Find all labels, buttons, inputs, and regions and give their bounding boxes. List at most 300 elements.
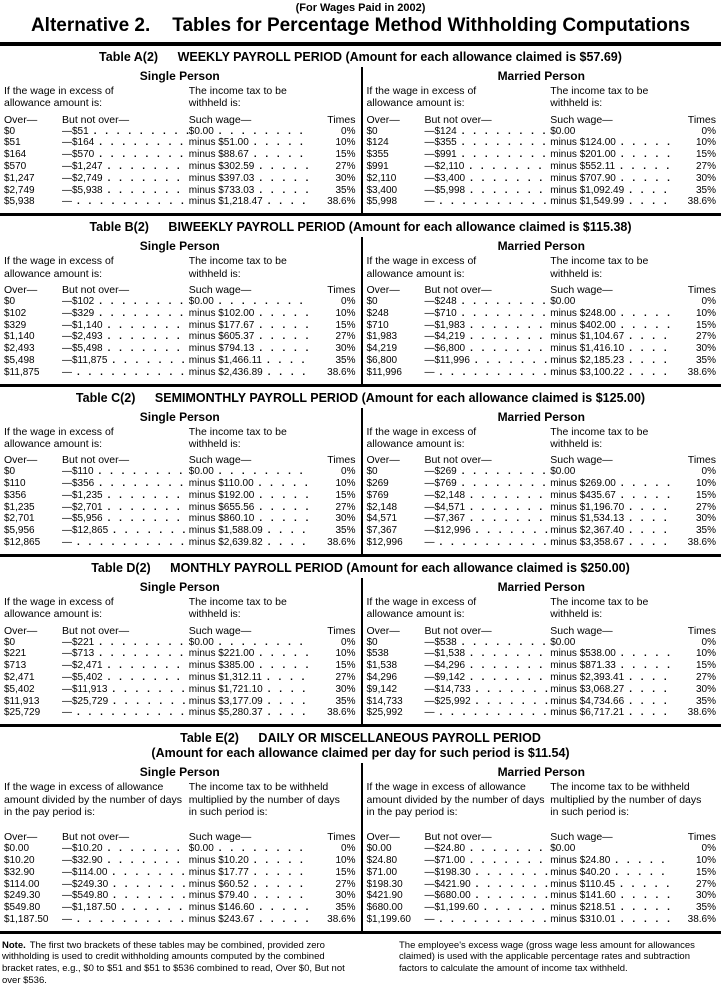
dot-leader	[621, 490, 670, 502]
times-value: 35%	[310, 355, 356, 367]
times-value: 35%	[670, 525, 716, 537]
dot-leader	[108, 343, 189, 355]
but-not-over-value: —$11,913 . .	[62, 684, 189, 696]
table-label: Table B(2)	[89, 220, 149, 234]
over-value: $0.00	[367, 843, 425, 855]
but-not-over-value: —$991 . .	[425, 149, 551, 161]
but-not-over-value: —$1,983 . .	[425, 320, 551, 332]
table-row	[367, 902, 717, 914]
table-rows	[367, 126, 717, 209]
over-value: $0	[4, 466, 62, 478]
tax-description: The income tax to be withheld is:	[550, 426, 678, 451]
but-not-over-value: —$110 . .	[62, 466, 189, 478]
table-row	[367, 173, 717, 185]
such-wage-value: minus $218.51 . .	[550, 902, 670, 914]
such-wage-value: minus $552.11 . .	[550, 161, 670, 173]
table-row	[367, 879, 717, 891]
col-but-not-over: But not over—	[62, 831, 189, 843]
dot-leader	[108, 502, 189, 514]
such-wage-value: minus $141.60 . .	[550, 890, 670, 902]
table-a2	[0, 46, 721, 216]
but-not-over-value: —$269 . .	[425, 466, 551, 478]
such-wage-value: minus $51.00 . .	[189, 137, 310, 149]
dot-leader	[621, 149, 670, 161]
col-over: Over—	[367, 284, 425, 296]
table-row	[4, 843, 356, 855]
but-not-over-value: — . .	[62, 707, 189, 719]
but-not-over-value: —$12,996 . .	[425, 525, 551, 537]
column-headers	[4, 454, 356, 466]
such-wage-value: $0.00 . .	[189, 296, 310, 308]
dot-leader	[219, 296, 310, 308]
dot-leader	[440, 537, 551, 549]
times-value: 15%	[310, 490, 356, 502]
such-wage-value: minus $5,280.37 . .	[189, 707, 310, 719]
dot-leader	[219, 126, 310, 138]
dot-leader	[621, 902, 670, 914]
such-wage-value: minus $2,367.40 . .	[550, 525, 670, 537]
times-value: 27%	[670, 331, 716, 343]
dot-leader	[259, 185, 309, 197]
but-not-over-value: —$32.90 . .	[62, 855, 189, 867]
person-heading: Single Person	[4, 764, 356, 781]
dot-leader	[475, 355, 550, 367]
such-wage-value: $0.00	[550, 126, 670, 138]
col-over: Over—	[4, 284, 62, 296]
over-value: $10.20	[4, 855, 62, 867]
dot-leader	[259, 478, 310, 490]
table-row	[367, 137, 717, 149]
dot-leader	[621, 308, 670, 320]
dot-leader	[470, 490, 550, 502]
such-wage-value: minus $88.67 . .	[189, 149, 310, 161]
but-not-over-value: —$7,367 . .	[425, 513, 551, 525]
table-row	[4, 308, 356, 320]
dot-leader	[462, 126, 550, 138]
over-value: $0	[367, 296, 425, 308]
dot-leader	[470, 502, 550, 514]
times-value: 27%	[310, 502, 356, 514]
dot-leader	[94, 126, 189, 138]
times-value: 35%	[670, 696, 716, 708]
but-not-over-value: —$71.00 . .	[425, 855, 551, 867]
col-such-wage: Such wage—	[189, 831, 310, 843]
page-title	[0, 15, 721, 37]
times-value: 30%	[310, 890, 356, 902]
col-such-wage: Such wage—	[550, 831, 670, 843]
times-value: 0%	[670, 296, 716, 308]
person-heading: Married Person	[367, 409, 717, 426]
times-value: 30%	[310, 343, 356, 355]
table-row	[367, 149, 717, 161]
table-e2	[0, 727, 721, 934]
such-wage-value: $0.00 . .	[189, 843, 310, 855]
col-but-not-over: But not over—	[425, 625, 551, 637]
times-value: 15%	[310, 867, 356, 879]
table-title: WEEKLY PAYROLL PERIOD (Amount for each allowance claimed is $57.69)	[178, 50, 622, 64]
over-value: $221	[4, 648, 62, 660]
over-value: $24.80	[367, 855, 425, 867]
such-wage-value: minus $110.00 . .	[189, 478, 310, 490]
dot-leader	[462, 466, 550, 478]
such-wage-value: minus $1,466.11 . .	[189, 355, 310, 367]
over-value: $570	[4, 161, 62, 173]
over-value: $713	[4, 660, 62, 672]
table-row	[4, 660, 356, 672]
tax-description: The income tax to be withheld is:	[550, 85, 678, 110]
page-title-text: Tables for Percentage Method Withholding Computations	[172, 15, 690, 37]
such-wage-value: minus $1,416.10 . .	[550, 343, 670, 355]
times-value: 30%	[310, 684, 356, 696]
column-headers	[367, 454, 717, 466]
single-person-panel	[0, 763, 361, 931]
person-heading: Married Person	[367, 68, 717, 85]
such-wage-value: minus $538.00 . .	[550, 648, 670, 660]
such-wage-value: minus $243.67 . .	[189, 914, 310, 926]
dot-leader	[108, 320, 189, 332]
such-wage-value: minus $110.45 . .	[550, 879, 670, 891]
tax-description: The income tax to be withheld is:	[189, 85, 317, 110]
but-not-over-value: —$10.20 . .	[62, 843, 189, 855]
such-wage-value: minus $310.01 . .	[550, 914, 670, 926]
over-value: $355	[367, 149, 425, 161]
but-not-over-value: —$6,800 . .	[425, 343, 551, 355]
dot-leader	[476, 879, 551, 891]
table-a2-caption	[0, 46, 721, 67]
page-title-label: Alternative 2.	[31, 15, 150, 37]
dot-leader	[268, 696, 310, 708]
times-value: 10%	[310, 308, 356, 320]
times-value: 27%	[310, 161, 356, 173]
times-value: 0%	[310, 637, 356, 649]
dot-leader	[621, 660, 670, 672]
times-value: 27%	[310, 879, 356, 891]
such-wage-value: $0.00	[550, 637, 670, 649]
times-value: 38.6%	[310, 537, 356, 549]
times-value: 15%	[670, 149, 716, 161]
but-not-over-value: —$5,998 . .	[425, 185, 551, 197]
such-wage-value: minus $1,196.70 . .	[550, 502, 670, 514]
dot-leader	[268, 367, 310, 379]
over-value: $769	[367, 490, 425, 502]
col-times: Times	[310, 625, 356, 637]
dot-leader	[621, 648, 670, 660]
times-value: 0%	[310, 296, 356, 308]
dot-leader	[476, 890, 551, 902]
dot-leader	[440, 367, 551, 379]
such-wage-value: minus $146.60 . .	[189, 902, 310, 914]
table-row	[367, 355, 717, 367]
such-wage-value: minus $124.00 . .	[550, 137, 670, 149]
table-row	[4, 867, 356, 879]
table-rows	[4, 296, 356, 379]
such-wage-value: minus $1,534.13 . .	[550, 513, 670, 525]
married-person-panel	[361, 67, 721, 213]
times-value: 38.6%	[310, 196, 356, 208]
but-not-over-value: —$3,400 . .	[425, 173, 551, 185]
times-value: 10%	[310, 478, 356, 490]
times-value: 10%	[670, 137, 716, 149]
over-value: $0	[367, 126, 425, 138]
dot-leader	[268, 525, 310, 537]
but-not-over-value: —$2,110 . .	[425, 161, 551, 173]
such-wage-value: minus $397.03 . .	[189, 173, 310, 185]
single-person-panel	[0, 67, 361, 213]
dot-leader	[113, 525, 189, 537]
col-such-wage: Such wage—	[550, 625, 670, 637]
col-times: Times	[310, 284, 356, 296]
table-row	[4, 296, 356, 308]
dot-leader	[476, 525, 551, 537]
times-value: 10%	[670, 308, 716, 320]
table-title: DAILY OR MISCELLANEOUS PAYROLL PERIOD	[258, 731, 540, 745]
but-not-over-value: — . .	[62, 196, 189, 208]
but-not-over-value: —$24.80 . .	[425, 843, 551, 855]
times-value: 0%	[670, 843, 716, 855]
dot-leader	[259, 320, 309, 332]
dot-leader	[113, 696, 189, 708]
such-wage-value: minus $2,185.23 . .	[550, 355, 670, 367]
table-row	[367, 466, 717, 478]
table-row	[367, 331, 717, 343]
times-value: 10%	[310, 855, 356, 867]
dot-leader	[122, 902, 189, 914]
table-row	[4, 320, 356, 332]
such-wage-value: minus $4,734.66 . .	[550, 696, 670, 708]
times-value: 27%	[670, 672, 716, 684]
but-not-over-value: —$248 . .	[425, 296, 551, 308]
but-not-over-value: —$221 . .	[62, 637, 189, 649]
dot-leader	[462, 296, 550, 308]
table-a2-body	[0, 67, 721, 213]
but-not-over-value: —$680.00 . .	[425, 890, 551, 902]
column-descriptions	[4, 596, 356, 621]
over-value: $1,538	[367, 660, 425, 672]
but-not-over-value: —$549.80 . .	[62, 890, 189, 902]
col-but-not-over: But not over—	[425, 831, 551, 843]
table-title: BIWEEKLY PAYROLL PERIOD (Amount for each allowance claimed is $115.38)	[168, 220, 631, 234]
wage-description: If the wage in excess of allowance amount is:	[4, 255, 156, 280]
times-value: 30%	[670, 343, 716, 355]
such-wage-value: minus $3,358.67 . .	[550, 537, 670, 549]
dot-leader	[470, 660, 550, 672]
person-heading: Single Person	[4, 409, 356, 426]
dot-leader	[470, 320, 550, 332]
dot-leader	[629, 343, 670, 355]
times-value: 30%	[310, 513, 356, 525]
times-value: 15%	[310, 660, 356, 672]
table-c2-body	[0, 408, 721, 554]
table-row	[4, 137, 356, 149]
dot-leader	[99, 478, 189, 490]
but-not-over-value: —$710 . .	[425, 308, 551, 320]
over-value: $3,400	[367, 185, 425, 197]
tax-description: The income tax to be withheld is:	[189, 255, 317, 280]
such-wage-value: minus $435.67 . .	[550, 490, 670, 502]
but-not-over-value: —$5,402 . .	[62, 672, 189, 684]
such-wage-value: minus $402.00 . .	[550, 320, 670, 332]
but-not-over-value: —$1,187.50 . .	[62, 902, 189, 914]
but-not-over-value: — . .	[425, 367, 551, 379]
over-value: $1,983	[367, 331, 425, 343]
wage-description: If the wage in excess of allowance amount is:	[4, 596, 156, 621]
times-value: 38.6%	[310, 367, 356, 379]
such-wage-value: $0.00 . .	[189, 126, 310, 138]
table-row	[367, 367, 717, 379]
dot-leader	[99, 137, 189, 149]
over-value: $110	[4, 478, 62, 490]
dot-leader	[629, 537, 670, 549]
dot-leader	[113, 890, 189, 902]
such-wage-value: minus $24.80 . .	[550, 855, 670, 867]
dot-leader	[259, 331, 309, 343]
but-not-over-value: —$2,493 . .	[62, 331, 189, 343]
col-but-not-over: But not over—	[425, 454, 551, 466]
over-value: $7,367	[367, 525, 425, 537]
over-value: $549.80	[4, 902, 62, 914]
person-heading: Single Person	[4, 238, 356, 255]
table-row	[367, 914, 717, 926]
table-row	[4, 914, 356, 926]
table-row	[367, 855, 717, 867]
dot-leader	[462, 308, 550, 320]
over-value: $2,471	[4, 672, 62, 684]
such-wage-value: minus $385.00 . .	[189, 660, 310, 672]
table-row	[4, 490, 356, 502]
over-value: $1,187.50	[4, 914, 62, 926]
such-wage-value: minus $269.00 . .	[550, 478, 670, 490]
dot-leader	[108, 513, 189, 525]
dot-leader	[268, 707, 310, 719]
dot-leader	[470, 855, 550, 867]
dot-leader	[99, 648, 189, 660]
but-not-over-value: —$12,865 . .	[62, 525, 189, 537]
times-value: 0%	[670, 637, 716, 649]
but-not-over-value: —$1,247 . .	[62, 161, 189, 173]
dot-leader	[268, 537, 310, 549]
col-times: Times	[670, 114, 716, 126]
over-value: $198.30	[367, 879, 425, 891]
table-rows	[367, 466, 717, 549]
column-descriptions	[367, 255, 717, 280]
over-value: $0	[367, 466, 425, 478]
tax-description: The income tax to be withheld is:	[550, 255, 678, 280]
such-wage-value: $0.00 . .	[189, 637, 310, 649]
col-such-wage: Such wage—	[189, 454, 310, 466]
table-row	[4, 161, 356, 173]
over-value: $14,733	[367, 696, 425, 708]
col-but-not-over: But not over—	[62, 625, 189, 637]
dot-leader	[621, 320, 670, 332]
dot-leader	[259, 648, 309, 660]
dot-leader	[484, 902, 550, 914]
table-rows	[4, 126, 356, 209]
dot-leader	[462, 137, 550, 149]
table-row	[367, 867, 717, 879]
such-wage-value: minus $655.56 . .	[189, 502, 310, 514]
such-wage-value: minus $201.00 . .	[550, 149, 670, 161]
times-value: 35%	[310, 696, 356, 708]
col-over: Over—	[4, 114, 62, 126]
dot-leader	[629, 696, 670, 708]
but-not-over-value: —$2,471 . .	[62, 660, 189, 672]
table-title: MONTHLY PAYROLL PERIOD (Amount for each allowance claimed is $250.00)	[170, 561, 630, 575]
times-value: 30%	[310, 173, 356, 185]
times-value: 30%	[670, 684, 716, 696]
table-label: Table E(2)	[180, 731, 239, 745]
but-not-over-value: — . .	[62, 537, 189, 549]
person-heading: Single Person	[4, 68, 356, 85]
table-row	[4, 331, 356, 343]
times-value: 38.6%	[670, 367, 716, 379]
table-row	[367, 196, 717, 208]
table-row	[367, 707, 717, 719]
times-value: 27%	[670, 879, 716, 891]
table-row	[367, 890, 717, 902]
table-row	[4, 902, 356, 914]
dot-leader	[462, 149, 550, 161]
dot-leader	[99, 466, 189, 478]
such-wage-value: minus $2,393.41 . .	[550, 672, 670, 684]
over-value: $11,913	[4, 696, 62, 708]
such-wage-value: minus $707.90 . .	[550, 173, 670, 185]
dot-leader	[99, 149, 189, 161]
dot-leader	[77, 914, 189, 926]
such-wage-value: minus $1,312.11 . .	[189, 672, 310, 684]
but-not-over-value: —$4,296 . .	[425, 660, 551, 672]
over-value: $249.30	[4, 890, 62, 902]
times-value: 30%	[670, 173, 716, 185]
but-not-over-value: —$1,538 . .	[425, 648, 551, 660]
col-over: Over—	[367, 625, 425, 637]
table-row	[367, 126, 717, 138]
table-row	[367, 537, 717, 549]
times-value: 10%	[310, 137, 356, 149]
over-value: $0	[4, 126, 62, 138]
but-not-over-value: —$124 . .	[425, 126, 551, 138]
table-rows	[4, 466, 356, 549]
table-row	[367, 843, 717, 855]
dot-leader	[267, 672, 310, 684]
such-wage-value: minus $40.20 . .	[550, 867, 670, 879]
table-row	[4, 648, 356, 660]
table-c2-caption	[0, 387, 721, 408]
note-right-text: The employee's excess wage (gross wage less amount for allowances claimed) is used with the applicable percentage rates and subtraction factors to calculate the amount of income tax withheld.	[399, 940, 695, 974]
person-heading: Married Person	[367, 764, 717, 781]
table-row	[4, 502, 356, 514]
dot-leader	[108, 660, 189, 672]
column-headers	[367, 831, 717, 843]
wage-description: If the wage in excess of allowance amount divided by the number of days in the pay period is:	[367, 781, 549, 818]
such-wage-value: minus $1,549.99 . .	[550, 196, 670, 208]
over-value: $124	[367, 137, 425, 149]
wage-description: If the wage in excess of allowance amount is:	[4, 85, 156, 110]
dot-leader	[470, 331, 550, 343]
over-value: $5,998	[367, 196, 425, 208]
dot-leader	[108, 173, 189, 185]
times-value: 0%	[310, 126, 356, 138]
table-row	[367, 296, 717, 308]
times-value: 0%	[670, 466, 716, 478]
over-value: $0.00	[4, 843, 62, 855]
dot-leader	[629, 513, 670, 525]
times-value: 0%	[310, 843, 356, 855]
table-label: Table C(2)	[76, 391, 136, 405]
such-wage-value: minus $871.33 . .	[550, 660, 670, 672]
col-over: Over—	[367, 114, 425, 126]
dot-leader	[440, 707, 551, 719]
tax-description: The income tax to be withheld is:	[189, 596, 317, 621]
